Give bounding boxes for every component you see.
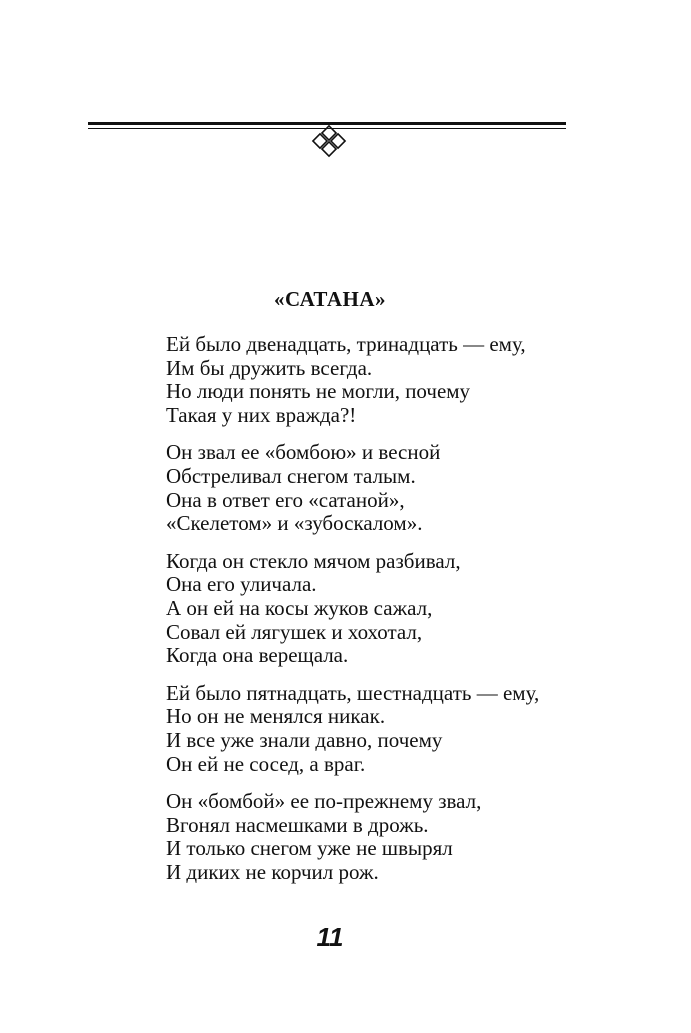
poem-line: «Скелетом» и «зубоскалом». xyxy=(166,511,423,536)
poem-line: Когда он стекло мячом разбивал, xyxy=(166,548,461,573)
poem-line: А он ей на косы жуков сажал, xyxy=(166,595,433,620)
poem-line: Ей было пятнадцать, шестнадцать — ему, xyxy=(166,680,540,705)
poem-line: Она в ответ его «сатаной», xyxy=(166,487,405,512)
page-number: 11 xyxy=(316,922,344,952)
poem-line: Он «бомбой» ее по-прежнему звал, xyxy=(166,789,482,814)
poem-line: Им бы дружить всегда. xyxy=(166,355,373,380)
poem-line: Обстреливал снегом талым. xyxy=(166,463,416,488)
poem-line: Вгонял насмешками в дрожь. xyxy=(166,812,429,837)
poem-line: И все уже знали давно, почему xyxy=(166,727,443,752)
poem-line: Совал ей лягушек и хохотал, xyxy=(166,619,423,644)
poem-line: Он ей не сосед, а враг. xyxy=(166,751,366,776)
poem-line: И диких не корчил рож. xyxy=(166,859,379,884)
stanza xyxy=(166,441,596,535)
poem-title: «САТАНА» xyxy=(273,287,387,311)
stanza xyxy=(166,550,596,668)
poem-body xyxy=(166,333,596,898)
poem-line: Когда она верещала. xyxy=(166,643,349,668)
poem-line: Такая у них вражда?! xyxy=(166,402,357,427)
poem-line: Но люди понять не могли, почему xyxy=(166,379,471,404)
stanza xyxy=(166,333,596,427)
poem-line: Он звал ее «бомбою» и весной xyxy=(166,440,441,465)
stanza xyxy=(166,790,596,884)
poem-line: Ей было двенадцать, тринадцать — ему, xyxy=(166,332,526,356)
poem-line: И только снегом уже не швырял xyxy=(166,836,453,861)
poem-line: Она его уличала. xyxy=(166,572,317,597)
stanza xyxy=(166,682,596,776)
poem-line: Но он не менялся никак. xyxy=(166,704,386,729)
knot-ornament-icon xyxy=(304,124,356,164)
